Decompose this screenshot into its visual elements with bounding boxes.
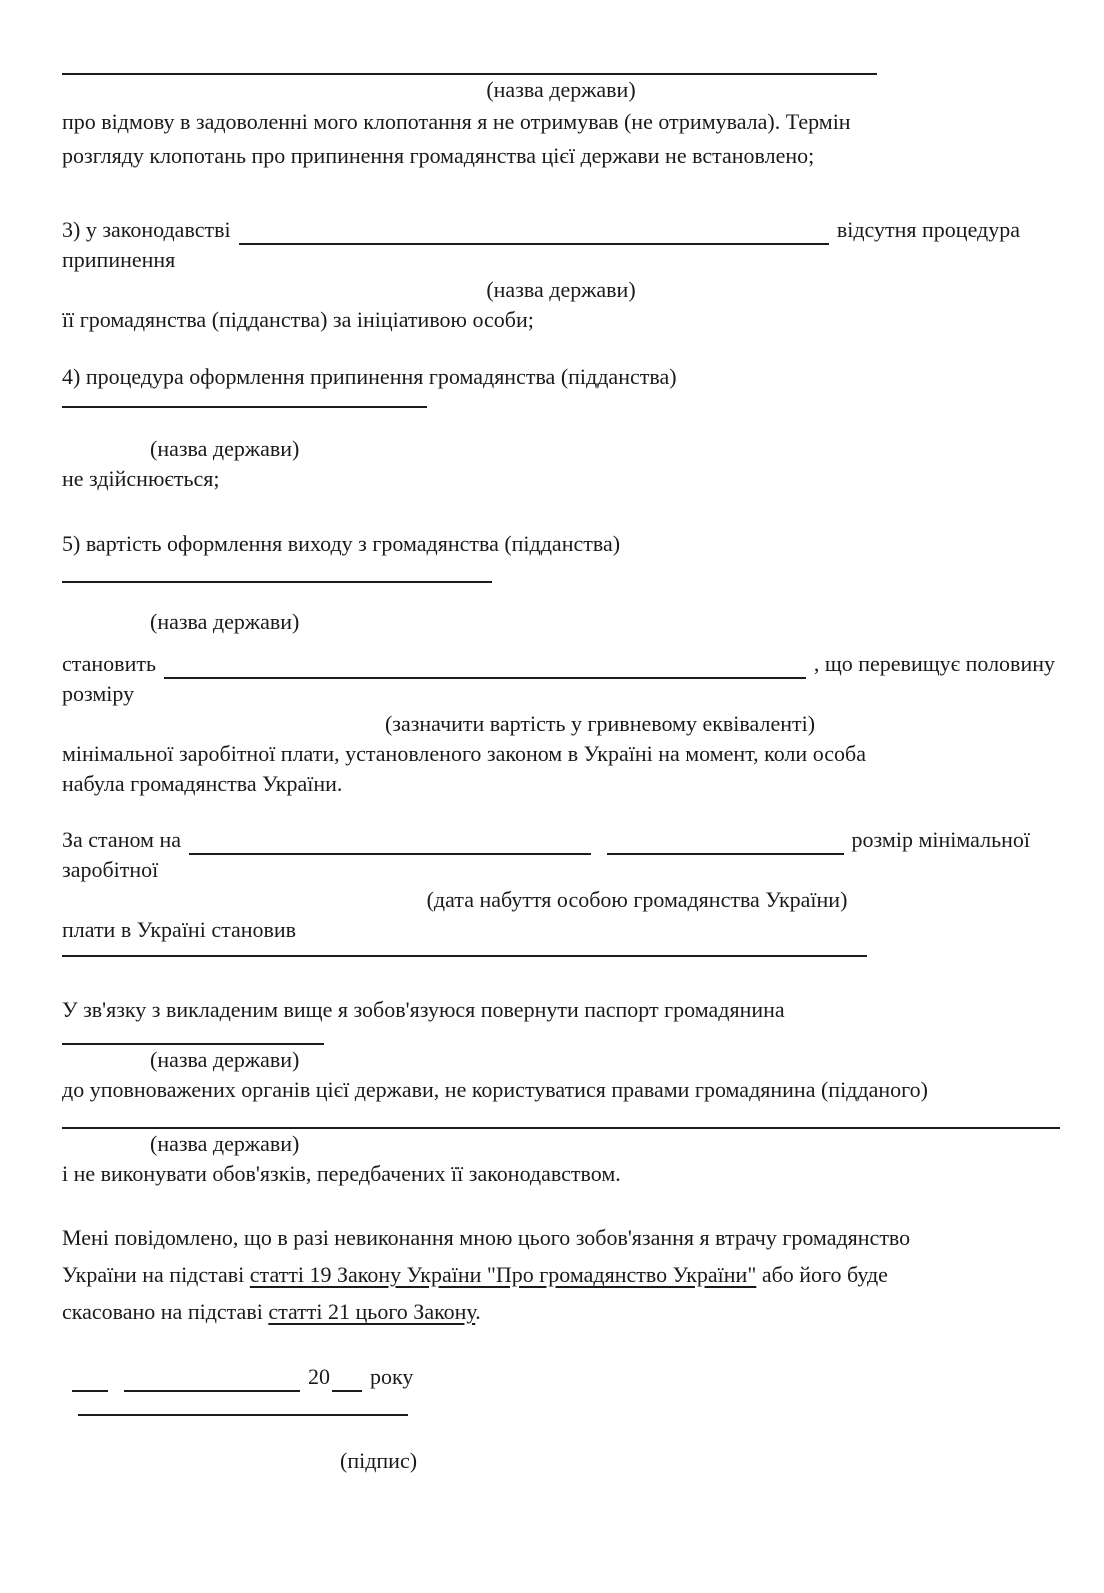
item5-cost-blank [164, 653, 806, 679]
cost-hint: (зазначити вартість у гривневому еквіваленті) [384, 711, 816, 736]
year-word: року [370, 1364, 414, 1389]
year-century: 20 [308, 1364, 330, 1389]
item4-title: 4) процедура оформлення припинення громадянства (підданства) [62, 364, 677, 389]
acquired-date-hint: (дата набуття особою громадянства України) [426, 887, 848, 912]
country-name-hint: (назва держави) [150, 1047, 300, 1072]
statute-21-reference: статті 21 цього Закону [268, 1299, 476, 1324]
item4-result: не здійснюється; [62, 466, 220, 491]
item3-suffix: відсутня процедура [836, 217, 1020, 242]
country-name-hint: (назва держави) [486, 77, 636, 102]
item5-continuation: розміру [62, 681, 135, 706]
warning-line3-prefix: скасовано на підставі [62, 1299, 269, 1324]
warning-text-line-3 [62, 1293, 1060, 1330]
wage-date-suffix: розмір мінімальної [851, 827, 1030, 852]
item3-ending: її громадянства (підданства) за ініціативою особи; [62, 307, 534, 332]
item5-text-line-2: набула громадянства України. [62, 771, 343, 796]
scanned-document-page [0, 73, 1104, 1593]
intro-text-line-2: розгляду клопотань про припинення громадянства цієї держави не встановлено; [62, 143, 815, 168]
country-name-hint: (назва держави) [486, 277, 636, 302]
month-blank [124, 1366, 300, 1392]
item3-prefix: 3) у законодавстві [62, 217, 231, 242]
item5-cost-row [62, 649, 1060, 679]
item5-cost-prefix: становить [62, 651, 156, 676]
wage-ending: плати в Україні становив [62, 917, 297, 942]
day-blank [72, 1366, 108, 1392]
obligation-text-line-1: У зв'язку з викладеним вище я зобов'язуюся повернути паспорт громадянина [62, 997, 785, 1022]
warning-text-line-2 [62, 1256, 1060, 1293]
wage-date-row [62, 825, 1060, 855]
wage-date-blank-2 [607, 829, 843, 855]
statute-19-reference: статті 19 Закону України "Про громадянство України" [249, 1262, 757, 1287]
country-name-hint: (назва держави) [150, 1131, 300, 1156]
item5-country-blank [62, 581, 492, 583]
signature-blank [78, 1414, 408, 1416]
item4-country-blank [62, 406, 427, 408]
warning-line2-suffix: або його буде [756, 1262, 888, 1287]
obligation-text-line-3: і не виконувати обов'язків, передбачених її законодавством. [62, 1161, 621, 1186]
date-row [62, 1362, 1060, 1392]
warning-line2-prefix: України на підставі [62, 1262, 250, 1287]
item3-continuation: припинення [62, 247, 176, 272]
year-blank [332, 1366, 362, 1392]
item5-cost-suffix: , що перевищує половину [813, 651, 1055, 676]
intro-text-line-1: про відмову в задоволенні мого клопотання я не отримував (не отримувала). Термін [62, 109, 851, 134]
item3-country-blank [239, 219, 829, 245]
warning-line3-suffix: . [475, 1299, 481, 1324]
wage-date-prefix: За станом на [62, 827, 182, 852]
item5-text-line-1: мінімальної заробітної плати, установленого законом в Україні на момент, коли особа [62, 741, 866, 766]
country-name-hint: (назва держави) [150, 609, 300, 634]
warning-text-line-1: Мені повідомлено, що в разі невиконання мною цього зобов'язання я втрачу громадянство [62, 1225, 911, 1250]
obligation-text-line-2: до уповноважених органів цієї держави, не користуватися правами громадянина (підданого) [62, 1077, 928, 1102]
signature-hint: (підпис) [340, 1448, 418, 1473]
item5-title: 5) вартість оформлення виходу з громадянства (підданства) [62, 531, 621, 556]
item3-row [62, 215, 1060, 245]
wage-amount-blank [62, 955, 867, 957]
wage-continuation: заробітної [62, 857, 159, 882]
wage-date-blank-1 [189, 829, 591, 855]
country-name-hint: (назва держави) [150, 436, 300, 461]
